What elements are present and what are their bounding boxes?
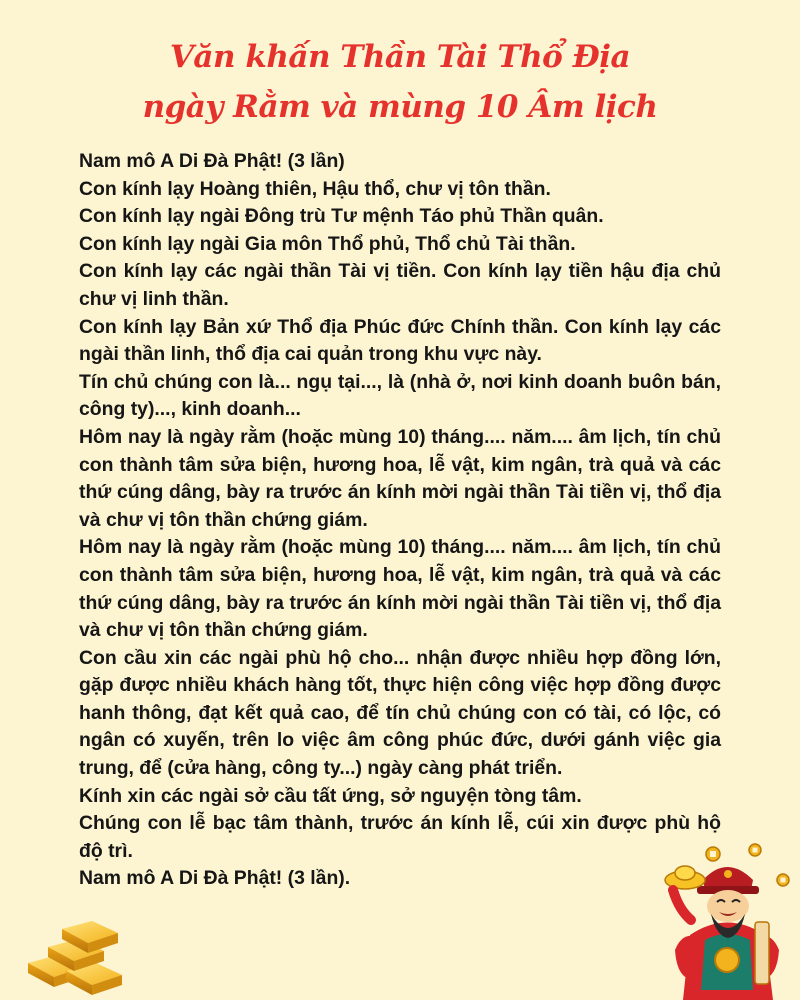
prayer-paragraph: Tín chủ chúng con là... ngụ tại..., là (nhà ở, nơi kinh doanh buôn bán, công ty)..., kinh doanh... xyxy=(79,370,721,421)
prayer-paragraph: Con cầu xin các ngài phù hộ cho... nhận được nhiều hợp đồng lớn, gặp được nhiều khách hàng tốt, thực hiện công việc hợp đồng được hanh thông, đạt kết quả cao, để tín chủ chúng con có tài, có lộc, có ngân có xuyến, trên lo việc âm công phúc đức, dưới gánh việc gia trung, để (cửa hàng, công ty...) ngày càng phát triển. xyxy=(79,646,721,780)
prayer-text xyxy=(79,148,721,893)
title-line-1: Văn khấn Thần Tài Thổ Địa xyxy=(169,39,631,75)
prayer-paragraph: Kính xin các ngài sở cầu tất ứng, sở nguyện tòng tâm. xyxy=(79,784,582,807)
prayer-paragraph: Nam mô A Di Đà Phật! (3 lần) xyxy=(79,150,345,172)
gold-bars-icon xyxy=(14,915,144,995)
prayer-paragraph: Con kính lạy ngài Gia môn Thổ phủ, Thổ chủ Tài thần. xyxy=(79,232,576,255)
prayer-paragraph: Con kính lạy Hoàng thiên, Hậu thổ, chư vị tôn thần. xyxy=(79,177,551,200)
prayer-paragraph: Chúng con lễ bạc tâm thành, trước án kính lễ, cúi xin được phù hộ độ trì. xyxy=(79,812,721,862)
prayer-paragraph: Hôm nay là ngày rằm (hoặc mùng 10) tháng.... năm.... âm lịch, tín chủ con thành tâm sửa biện, hương hoa, lễ vật, kim ngân, trà quả và các thứ cúng dâng, bày ra trước án kính mời ngài thần Tài tiền vị, thổ địa và chư vị tôn thần chứng giám. xyxy=(79,536,721,642)
prayer-paragraph: Con kính lạy các ngài thần Tài vị tiền. Con kính lạy tiền hậu địa chủ chư vị linh thần. xyxy=(79,260,721,310)
page-title xyxy=(0,32,800,132)
prayer-paragraph: Nam mô A Di Đà Phật! (3 lần). xyxy=(79,867,351,890)
prayer-paragraph: Hôm nay là ngày rằm (hoặc mùng 10) tháng.... năm.... âm lịch, tín chủ con thành tâm sửa biện, hương hoa, lễ vật, kim ngân, trà quả và các thứ cúng dâng, bày ra trước án kính mời ngài thần Tài tiền vị, thổ địa và chư vị tôn thần chứng giám. xyxy=(79,425,721,531)
prayer-paragraph: Con kính lạy Bản xứ Thổ địa Phúc đức Chính thần. Con kính lạy các ngài thần linh, thổ địa cai quản trong khu vực này. xyxy=(79,315,721,366)
god-of-wealth-illustration xyxy=(655,840,800,1000)
prayer-paragraph: Con kính lạy ngài Đông trù Tư mệnh Táo phủ Thần quân. xyxy=(79,205,604,228)
title-line-2: ngày Rằm và mùng 10 Âm lịch xyxy=(142,89,658,125)
